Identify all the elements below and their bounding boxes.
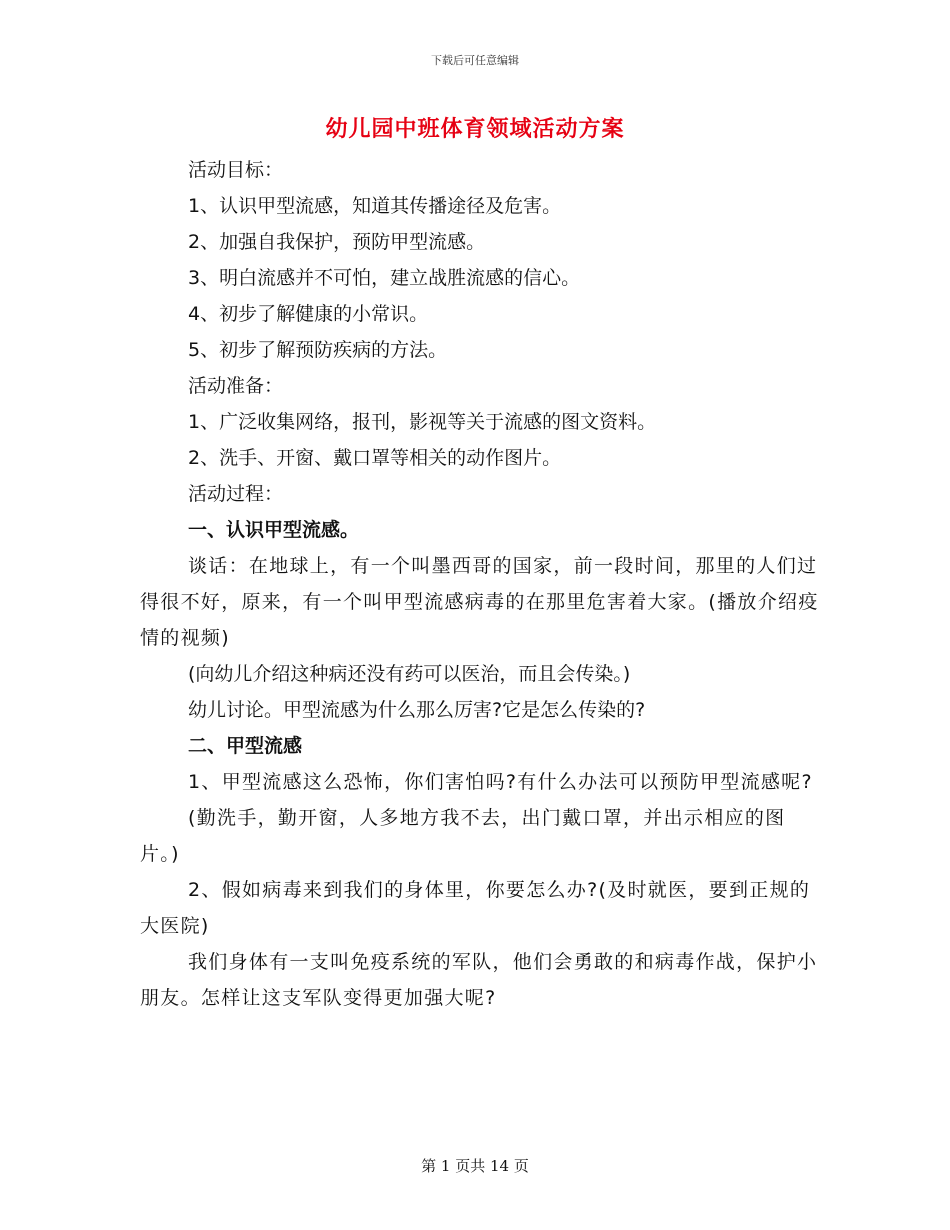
page-header: 下载后可任意编辑 xyxy=(431,54,519,67)
goal-item: 5、初步了解预防疾病的方法。 xyxy=(188,339,448,361)
document-body xyxy=(140,152,820,1016)
section-heading: 一、认识甲型流感。 xyxy=(188,519,360,541)
goal-item: 2、加强自我保护，预防甲型流感。 xyxy=(188,231,486,253)
goal-item: 4、初步了解健康的小常识。 xyxy=(188,303,429,325)
question-paragraph: 2、假如病毒来到我们的身体里，你要怎么办?(及时就医，要到正规的大医院) xyxy=(140,879,811,937)
intro-note: (向幼儿介绍这种病还没有药可以医治，而且会传染。) xyxy=(188,663,631,685)
question-paragraph: 1、甲型流感这么恐怖，你们害怕吗?有什么办法可以预防甲型流感呢? xyxy=(188,771,813,793)
prep-item: 1、广泛收集网络，报刊，影视等关于流感的图文资料。 xyxy=(188,411,657,433)
goal-item: 1、认识甲型流感，知道其传播途径及危害。 xyxy=(188,195,562,217)
goal-heading: 活动目标： xyxy=(188,159,284,181)
process-heading: 活动过程： xyxy=(188,483,284,505)
talk-paragraph: 谈话：在地球上，有一个叫墨西哥的国家，前一段时间，那里的人们过得很不好，原来，有一个叫甲型流感病毒的在那里危害着大家。(播放介绍疫情的视频) xyxy=(140,555,819,649)
goal-item: 3、明白流感并不可怕，建立战胜流感的信心。 xyxy=(188,267,581,289)
document-title: 幼儿园中班体育领域活动方案 xyxy=(325,117,625,142)
answer-paragraph: (勤洗手，勤开窗，人多地方我不去，出门戴口罩，并出示相应的图片。) xyxy=(140,807,786,865)
immune-paragraph: 我们身体有一支叫免疫系统的军队，他们会勇敢的和病毒作战，保护小朋友。怎样让这支军队变得更加强大呢? xyxy=(140,951,818,1009)
page-footer: 第 1 页共 14 页 xyxy=(421,1157,529,1175)
discussion-line: 幼儿讨论。甲型流感为什么那么厉害?它是怎么传染的? xyxy=(188,699,646,721)
prep-heading: 活动准备： xyxy=(188,375,284,397)
prep-item: 2、洗手、开窗、戴口罩等相关的动作图片。 xyxy=(188,447,562,469)
section-heading: 二、甲型流感 xyxy=(188,735,303,757)
